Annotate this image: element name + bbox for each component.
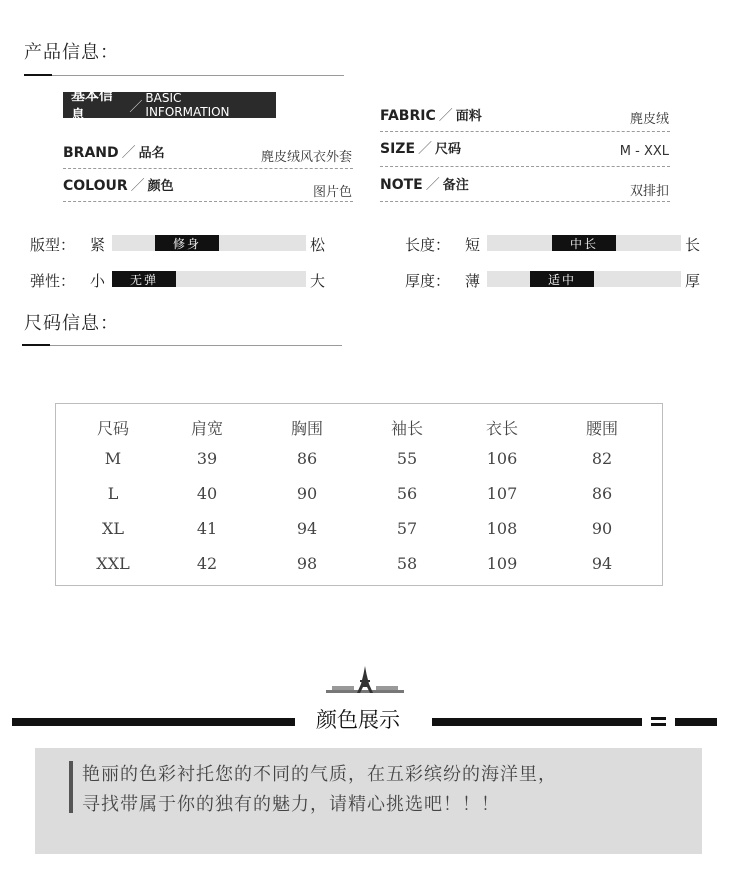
note-divider [380,201,670,202]
brand-label-en: BRAND [63,145,119,161]
note-label-cn: 备注 [442,178,469,193]
size-table-header-cell: 腰围 [585,419,618,438]
size-value: M - XXL [619,144,669,159]
size-label [380,138,461,158]
colour-label [63,175,174,195]
size-table-cell: 57 [396,519,418,538]
size-info-underline-accent [22,344,50,346]
length-label: 长度： [405,236,451,254]
size-table-cell: 58 [396,554,418,573]
note-label-sep: ／ [425,177,440,193]
thickness-marker: 适中 [530,271,594,287]
size-table-cell: 86 [591,484,613,503]
size-table-cell: 106 [486,449,518,468]
size-table-cell: 90 [591,519,613,538]
fit-marker: 修身 [155,235,219,251]
size-table-cell: 98 [296,554,318,573]
size-table-cell: 56 [396,484,418,503]
color-display-dash-bottom [651,723,666,726]
fit-track [112,235,306,251]
size-label-en: SIZE [380,141,416,157]
brand-label-sep: ／ [121,145,136,161]
note-label-en: NOTE [380,177,423,193]
color-display-dash-top [651,717,666,720]
brand-divider [63,168,353,169]
note-label [380,174,469,194]
size-table-cell: 41 [196,519,218,538]
length-max: 长 [685,236,701,254]
basic-info-badge-sep: ／ [129,99,143,115]
basic-info-badge [63,88,276,124]
size-table-cell: 55 [396,449,418,468]
length-track [487,235,681,251]
product-info-underline [52,75,344,76]
size-table-cell: L [107,484,119,503]
brand-label-cn: 品名 [138,146,165,161]
size-table-cell: 40 [196,484,218,503]
size-table-cell: 90 [296,484,318,503]
product-info-title: 产品信息： [24,42,119,63]
size-label-cn: 尺码 [435,142,462,157]
basic-info-badge-en: BASIC INFORMATION [145,91,230,119]
size-table-header-cell: 胸围 [290,419,323,438]
size-table-header-cell: 肩宽 [190,419,223,438]
color-display-right-bar [432,718,642,726]
fabric-divider [380,131,670,132]
fabric-label-en: FABRIC [380,108,436,124]
thickness-max: 厚 [685,272,701,290]
size-table-cell: 86 [296,449,318,468]
color-display-end-bar [675,718,717,726]
eiffel-tower-icon [326,666,404,700]
thickness-label: 厚度： [405,272,451,290]
size-table-cell: 39 [196,449,218,468]
size-info-underline [50,345,342,346]
basic-info-badge-cn: 基本信息 [71,88,113,124]
size-table-cell: 82 [591,449,613,468]
size-table-cell: 94 [591,554,613,573]
size-table-cell: 109 [486,554,518,573]
elasticity-track [112,271,306,287]
elasticity-label: 弹性： [30,272,76,290]
fit-min: 紧 [90,236,106,254]
colour-value: 图片色 [312,185,352,200]
color-display-title: 颜色展示 [316,708,400,732]
thickness-min: 薄 [465,272,481,290]
fit-max: 松 [310,236,326,254]
size-table-header-cell: 袖长 [390,419,423,438]
fabric-value: 麂皮绒 [629,112,669,127]
size-table-cell: 94 [296,519,318,538]
description-line-2: 寻找带属于你的独有的魅力，请精心挑选吧！！！ [82,794,500,815]
elasticity-max: 大 [310,272,326,290]
brand-value: 麂皮绒风衣外套 [260,150,352,165]
colour-divider [63,201,353,202]
elasticity-marker: 无弹 [112,271,176,287]
size-table-cell: 42 [196,554,218,573]
description-line-1: 艳丽的色彩衬托您的不同的气质，在五彩缤纷的海洋里， [82,764,557,785]
description-box [35,748,702,854]
size-table-cell: XL [101,519,124,538]
length-marker: 中长 [552,235,616,251]
note-value: 双排扣 [629,184,669,199]
elasticity-min: 小 [90,272,106,290]
fit-label: 版型： [30,236,76,254]
size-table-cell: 107 [486,484,518,503]
brand-label [63,142,165,162]
colour-label-sep: ／ [130,178,145,194]
product-info-underline-accent [24,74,52,76]
fabric-label-cn: 面料 [455,109,482,124]
fabric-label-sep: ／ [438,108,453,124]
colour-label-en: COLOUR [63,178,128,194]
size-table-header-cell: 衣长 [485,419,518,438]
size-table-body [56,404,662,585]
size-table-cell: 108 [486,519,518,538]
description-accent-bar [69,761,73,813]
fabric-label [380,105,482,125]
description-text [82,760,692,820]
thickness-track [487,271,681,287]
size-label-sep: ／ [418,141,433,157]
colour-label-cn: 颜色 [147,179,174,194]
size-table-cell: M [104,449,122,468]
size-table-cell: XXL [96,554,130,573]
size-info-title: 尺码信息： [24,313,119,334]
size-divider [380,166,670,167]
size-table [55,403,663,586]
size-table-header-cell: 尺码 [96,419,129,438]
length-min: 短 [465,236,481,254]
color-display-left-bar [12,718,295,726]
